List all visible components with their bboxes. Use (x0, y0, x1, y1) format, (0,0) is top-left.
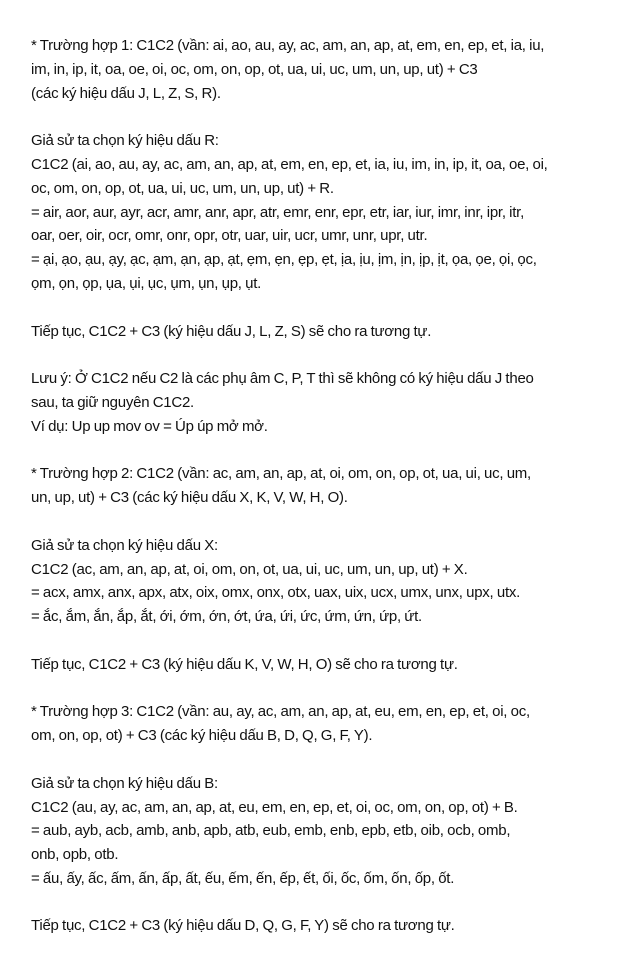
text-line: ọm, ọn, ọp, ụa, ụi, ục, ụm, ụn, ụp, ụt. (31, 274, 262, 292)
text-line: oc, om, on, op, ot, ua, ui, uc, um, un, up, ut) + R. (31, 179, 334, 197)
text-line: = ại, ạo, ạu, ạy, ạc, ạm, ạn, ạp, ạt, ẹm, ẹn, ẹp, ẹt, ịa, ịu, ịm, ịn, ịp, ịt, ọa, ọe, ọi, ọc, (31, 251, 537, 269)
text-line: * Trường hợp 2: C1C2 (vần: ac, am, an, ap, at, oi, om, on, op, ot, ua, ui, uc, um, (31, 465, 531, 483)
document-body (31, 34, 606, 962)
text-line: Giả sử ta chọn ký hiệu dấu B: (31, 774, 218, 792)
text-line: C1C2 (ac, am, an, ap, at, oi, om, on, ot, ua, ui, uc, um, un, up, ut) + X. (31, 560, 468, 578)
text-line: sau, ta giữ nguyên C1C2. (31, 393, 194, 411)
text-line: Tiếp tục, C1C2 + C3 (ký hiệu dấu J, L, Z, S) sẽ cho ra tương tự. (31, 322, 432, 340)
text-line: = ấu, ấy, ấc, ấm, ấn, ấp, ất, ếu, ếm, ến, ếp, ết, ối, ốc, ốm, ốn, ốp, ốt. (31, 869, 455, 887)
text-line: = air, aor, aur, ayr, acr, amr, anr, apr, atr, emr, enr, epr, etr, iar, iur, imr, inr, ipr, itr, (31, 203, 524, 221)
paragraph-case-3 (31, 700, 606, 748)
text-line: om, on, op, ot) + C3 (các ký hiệu dấu B, D, Q, G, F, Y). (31, 727, 373, 745)
text-line: Tiếp tục, C1C2 + C3 (ký hiệu dấu D, Q, G, F, Y) sẽ cho ra tương tự. (31, 917, 455, 935)
text-line: C1C2 (ai, ao, au, ay, ac, am, an, ap, at, em, en, ep, et, ia, iu, im, in, ip, it, oa, oe, oi, (31, 155, 548, 173)
text-line: = aub, ayb, acb, amb, anb, apb, atb, eub, emb, enb, epb, etb, oib, ocb, omb, (31, 822, 511, 840)
paragraph-continue-1 (31, 320, 606, 344)
text-line: Ví dụ: Up up mov ov = Úp úp mở mở. (31, 417, 268, 435)
paragraph-example-b (31, 772, 606, 891)
text-line: im, in, ip, it, oa, oe, oi, oc, om, on, op, ot, ua, ui, uc, um, un, up, ut) + C3 (31, 60, 478, 78)
paragraph-continue-3 (31, 914, 606, 938)
text-line: Giả sử ta chọn ký hiệu dấu X: (31, 536, 218, 554)
text-line: onb, opb, otb. (31, 846, 119, 864)
paragraph-note (31, 367, 606, 438)
paragraph-example-x (31, 534, 606, 629)
text-line: (các ký hiệu dấu J, L, Z, S, R). (31, 84, 221, 102)
text-line: Giả sử ta chọn ký hiệu dấu R: (31, 132, 219, 150)
text-line: oar, oer, oir, ocr, omr, onr, opr, otr, uar, uir, ucr, umr, unr, upr, utr. (31, 227, 428, 245)
paragraph-continue-2 (31, 653, 606, 677)
paragraph-case-1 (31, 34, 606, 105)
paragraph-example-r (31, 129, 606, 296)
text-line: Tiếp tục, C1C2 + C3 (ký hiệu dấu K, V, W, H, O) sẽ cho ra tương tự. (31, 655, 458, 673)
text-line: * Trường hợp 1: C1C2 (vần: ai, ao, au, ay, ac, am, an, ap, at, em, en, ep, et, ia, iu, (31, 37, 545, 54)
text-line: = ắc, ắm, ắn, ắp, ắt, ới, ớm, ớn, ớt, ứa, ứi, ức, ứm, ứn, ứp, ứt. (31, 608, 422, 626)
text-line: Lưu ý: Ở C1C2 nếu C2 là các phụ âm C, P, T thì sẽ không có ký hiệu dấu J theo (31, 370, 534, 388)
text-line: = acx, amx, anx, apx, atx, oix, omx, onx, otx, uax, uix, ucx, umx, unx, upx, utx. (31, 584, 521, 602)
text-line: un, up, ut) + C3 (các ký hiệu dấu X, K, V, W, H, O). (31, 489, 348, 507)
text-line: C1C2 (au, ay, ac, am, an, ap, at, eu, em, en, ep, et, oi, oc, om, on, op, ot) + B. (31, 798, 518, 816)
text-line: * Trường hợp 3: C1C2 (vần: au, ay, ac, am, an, ap, at, eu, em, en, ep, et, oi, oc, (31, 703, 530, 721)
paragraph-case-2 (31, 462, 606, 510)
